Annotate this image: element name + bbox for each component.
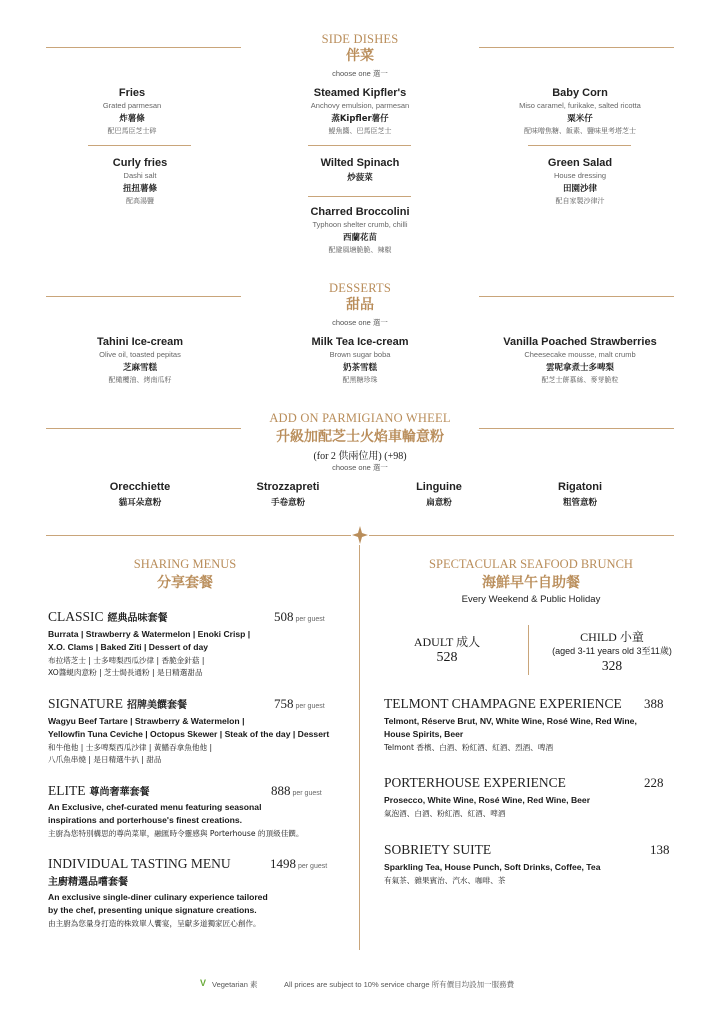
dish-name: Charred Broccolini bbox=[310, 206, 410, 218]
menu-heading bbox=[48, 783, 149, 799]
dessert-desc: Cheesecake mousse, malt crumb bbox=[524, 350, 636, 359]
menu-heading bbox=[48, 856, 231, 872]
divider bbox=[308, 145, 411, 146]
per-guest-label: per guest bbox=[295, 703, 325, 710]
vegetarian-label: Vegetarian 素 bbox=[212, 980, 258, 989]
menu-items-en bbox=[48, 628, 250, 654]
dessert-item bbox=[40, 336, 240, 385]
adult-label: ADULT 成人 bbox=[413, 635, 481, 649]
dessert-name-zh: 芝麻雪糕 bbox=[122, 363, 157, 373]
dish-name-zh: 扭扭薯條 bbox=[122, 184, 157, 194]
dish-name: Curly fries bbox=[112, 157, 168, 169]
sharing-title-zh: 分享套餐 bbox=[157, 575, 213, 591]
dish-name: Baby Corn bbox=[552, 87, 608, 99]
dessert-desc: Brown sugar boba bbox=[329, 350, 391, 359]
pasta-name-zh: 粗管意粉 bbox=[562, 498, 597, 508]
dessert-item bbox=[260, 336, 460, 385]
package-items-zh bbox=[384, 875, 506, 887]
menu-price bbox=[271, 783, 322, 799]
dish-name-zh: 炒菠菜 bbox=[347, 173, 373, 183]
menu-line: Yellowfin Tuna Ceviche | Octopus Skewer | Steak of the day | Dessert bbox=[48, 729, 330, 739]
per-guest-label: per guest bbox=[298, 863, 328, 870]
side-dish-item bbox=[480, 157, 680, 206]
side-dish-item bbox=[40, 157, 240, 206]
dish-desc-zh: 配高湯鹽 bbox=[126, 197, 154, 205]
dish-desc-zh: 配巴馬臣芝士碎 bbox=[107, 127, 157, 135]
menu-line-zh: 和牛他他 | 士多啤梨西瓜沙律 | 黃鰭吞拿魚他他 | bbox=[48, 743, 213, 752]
menu-line: Burrata | Strawberry & Watermelon | Enoki Crisp | bbox=[48, 629, 251, 639]
menu-name-zh: 主廚精選品嚐套餐 bbox=[48, 877, 128, 888]
package-items-zh bbox=[384, 742, 553, 754]
desserts-title: DESSERTS bbox=[329, 281, 391, 295]
package-line-zh: 氣泡酒、白酒、粉紅酒、紅酒、啤酒 bbox=[384, 809, 506, 818]
dessert-desc-zh: 配黑糖珍珠 bbox=[342, 376, 378, 384]
per-guest-label: per guest bbox=[292, 790, 322, 797]
dish-desc-zh: 配味噌焦糖、飯素、鹽味里考塔芝士 bbox=[524, 127, 636, 135]
menu-price bbox=[274, 696, 325, 712]
service-charge-note: All prices are subject to 10% service charge 所有價目均設加一服務費 bbox=[284, 980, 515, 989]
price-value: 758 bbox=[274, 696, 294, 711]
side-dish-item bbox=[260, 87, 460, 136]
menu-desc-zh bbox=[48, 828, 303, 840]
column-divider bbox=[359, 545, 360, 950]
menu-name: SIGNATURE bbox=[48, 696, 124, 711]
package-name: TELMONT CHAMPAGNE EXPERIENCE bbox=[384, 696, 622, 711]
menu-desc-en bbox=[48, 801, 261, 827]
dessert-desc: Olive oil, toasted pepitas bbox=[99, 350, 181, 359]
dish-name-zh: 田園沙律 bbox=[562, 184, 597, 194]
side-dishes-title: SIDE DISHES bbox=[321, 32, 399, 46]
dish-desc-zh: 配避風塘脆脆、辣椒 bbox=[328, 246, 392, 254]
dish-desc: House dressing bbox=[553, 171, 607, 180]
dessert-name: Vanilla Poached Strawberries bbox=[503, 336, 657, 348]
side-dishes-title-zh: 伴菜 bbox=[346, 48, 374, 64]
per-guest-label: per guest bbox=[295, 616, 325, 623]
pasta-name: Linguine bbox=[416, 481, 462, 493]
parmigiano-subtitle: (for 2 供兩位用) (+98) bbox=[313, 451, 407, 462]
package-line: Prosecco, White Wine, Rosé Wine, Red Wine, Beer bbox=[384, 795, 591, 805]
dish-name: Wilted Spinach bbox=[320, 157, 400, 169]
dessert-desc-zh: 配芝士餅慕絲、麥芽脆粒 bbox=[541, 376, 619, 384]
sharing-title: SHARING MENUS bbox=[133, 557, 237, 571]
package-line: Telmont, Réserve Brut, NV, White Wine, Rosé Wine, Red Wine, bbox=[384, 716, 637, 726]
package-price: 228 bbox=[644, 775, 664, 790]
side-dish-item bbox=[480, 87, 680, 136]
pasta-name: Orecchiette bbox=[109, 481, 171, 493]
price-value: 888 bbox=[271, 783, 291, 798]
pasta-name-zh: 貓耳朵意粉 bbox=[118, 498, 162, 508]
menu-name-zh: 招牌美饌套餐 bbox=[127, 700, 188, 711]
menu-heading bbox=[48, 609, 168, 625]
pasta-name: Rigatoni bbox=[558, 481, 602, 493]
dish-desc: Anchovy emulsion, parmesan bbox=[310, 101, 410, 110]
adult-price: 528 bbox=[436, 650, 458, 665]
price-value: 508 bbox=[274, 609, 294, 624]
menu-name: ELITE bbox=[48, 783, 86, 798]
dish-name-zh: 炸薯條 bbox=[119, 114, 145, 124]
menu-items-zh bbox=[48, 742, 212, 766]
pasta-name-zh: 扁意粉 bbox=[426, 498, 452, 508]
side-dish-item bbox=[260, 157, 460, 183]
parmigiano-choose: choose one 選一 bbox=[332, 463, 388, 472]
menu-line-zh: 布拉塔芝士 | 士多啤梨西瓜沙律 | 香脆金針菇 | bbox=[48, 656, 205, 665]
pasta-name: Strozzapreti bbox=[256, 481, 320, 493]
menu-line: An Exclusive, chef-curated menu featuring seasonal bbox=[48, 802, 262, 812]
dessert-name: Milk Tea Ice-cream bbox=[311, 336, 409, 348]
brunch-title: SPECTACULAR SEAFOOD BRUNCH bbox=[429, 557, 633, 571]
package-name: PORTERHOUSE EXPERIENCE bbox=[384, 775, 566, 790]
dessert-desc-zh: 配橄欖油、烤南瓜籽 bbox=[108, 376, 172, 384]
parmigiano-title-zh: 升級加配芝士火焰車輪意粉 bbox=[276, 429, 444, 445]
child-price: 328 bbox=[601, 658, 623, 673]
menu-desc-en bbox=[48, 891, 268, 917]
package-items-en bbox=[384, 861, 600, 874]
menu-name: INDIVIDUAL TASTING MENU bbox=[48, 856, 231, 871]
side-dish-item bbox=[32, 87, 232, 136]
package-name: SOBRIETY SUITE bbox=[384, 842, 492, 857]
package-line: Sparkling Tea, House Punch, Soft Drinks, Coffee, Tea bbox=[384, 862, 601, 872]
vegetarian-icon: V bbox=[200, 978, 207, 988]
pasta-item bbox=[480, 481, 680, 508]
divider bbox=[528, 145, 631, 146]
dessert-item bbox=[480, 336, 680, 385]
price-value: 1498 bbox=[270, 856, 296, 871]
menu-heading bbox=[48, 696, 187, 712]
menu-line: Wagyu Beef Tartare | Strawberry & Watermelon | bbox=[48, 716, 245, 726]
dish-name: Green Salad bbox=[547, 157, 613, 169]
side-dish-item bbox=[260, 206, 460, 255]
dish-name-zh: 粟米仔 bbox=[567, 114, 593, 124]
dish-desc-zh: 配自家製沙律汁 bbox=[555, 197, 605, 205]
dish-desc: Typhoon shelter crumb, chilli bbox=[312, 220, 408, 229]
dish-desc: Miso caramel, furikake, salted ricotta bbox=[519, 101, 641, 110]
package-line-zh: 有氣茶、雜果賓治、汽水、咖啡、茶 bbox=[384, 876, 506, 885]
package-price: 138 bbox=[650, 842, 670, 857]
dish-desc: Grated parmesan bbox=[102, 101, 162, 110]
divider-left bbox=[46, 535, 351, 536]
package-items-zh bbox=[384, 808, 506, 820]
menu-items-en bbox=[48, 715, 329, 741]
child-label: CHILD 小童 bbox=[580, 630, 644, 644]
parmigiano-title: ADD ON PARMIGIANO WHEEL bbox=[269, 411, 451, 425]
menu-line-zh: 八爪魚串燒 | 是日精選牛扒 | 甜品 bbox=[48, 755, 162, 764]
package-price: 388 bbox=[644, 696, 664, 711]
dish-name: Steamed Kipfler's bbox=[313, 87, 407, 99]
divider-right bbox=[369, 535, 674, 536]
menu-name-zh: 尊尚奢華套餐 bbox=[89, 787, 150, 798]
dessert-name-zh: 奶茶雪糕 bbox=[342, 363, 377, 373]
menu-price bbox=[274, 609, 325, 625]
child-age-note: (aged 3-11 years old 3至11歲) bbox=[552, 646, 672, 656]
menu-items-zh bbox=[48, 655, 204, 679]
package-line-zh: Telmont 香檳、白酒、粉紅酒、紅酒、烈酒、啤酒 bbox=[384, 743, 554, 752]
divider bbox=[308, 196, 411, 197]
brunch-subtitle: Every Weekend & Public Holiday bbox=[461, 594, 601, 605]
dish-name: Fries bbox=[118, 87, 146, 99]
desserts-title-zh: 甜品 bbox=[346, 297, 374, 313]
dish-desc: Dashi salt bbox=[123, 171, 157, 180]
brunch-title-zh: 海鮮早午自助餐 bbox=[482, 575, 580, 591]
dish-desc-zh: 鯷魚醬、巴馬臣芝士 bbox=[328, 127, 392, 135]
desserts-choose: choose one 選一 bbox=[332, 318, 388, 327]
package-items-en bbox=[384, 794, 590, 807]
side-dishes-choose: choose one 選一 bbox=[332, 69, 388, 78]
dish-name-zh: 西蘭花苗 bbox=[342, 233, 377, 243]
dish-name-zh: 蒸Kipfler薯仔 bbox=[331, 114, 389, 124]
dessert-name-zh: 雲呢拿煮士多啤梨 bbox=[545, 363, 614, 373]
menu-line: by the chef, presenting unique signature creations. bbox=[48, 905, 257, 915]
divider bbox=[88, 145, 191, 146]
menu-name-zh: 經典品味套餐 bbox=[107, 613, 168, 624]
menu-line-zh: XO醬蜆肉意粉 | 芝士焗長通粉 | 是日精選甜品 bbox=[48, 668, 203, 677]
menu-name: CLASSIC bbox=[48, 609, 104, 624]
dessert-name: Tahini Ice-cream bbox=[97, 336, 183, 348]
menu-line: X.O. Clams | Baked Ziti | Dessert of day bbox=[48, 642, 209, 652]
menu-line: An exclusive single-diner culinary experience tailored bbox=[48, 892, 268, 902]
pasta-name-zh: 手卷意粉 bbox=[270, 498, 305, 508]
menu-line-zh: 由主廚為您量身打造的株致單人饗宴，呈獻多道獨家匠心創作。 bbox=[48, 919, 261, 928]
price-divider bbox=[528, 625, 529, 675]
package-line: House Spirits, Beer bbox=[384, 729, 464, 739]
menu-line: inspirations and porterhouse's finest creations. bbox=[48, 815, 243, 825]
package-items-en bbox=[384, 715, 637, 741]
menu-price bbox=[270, 856, 327, 872]
diamond-ornament-icon bbox=[352, 526, 368, 544]
menu-line-zh: 主廚為您特別構思的尊尚菜單，融匯時令靈感與 Porterhouse 的頂級佳饌。 bbox=[48, 829, 304, 838]
menu-desc-zh bbox=[48, 918, 261, 930]
